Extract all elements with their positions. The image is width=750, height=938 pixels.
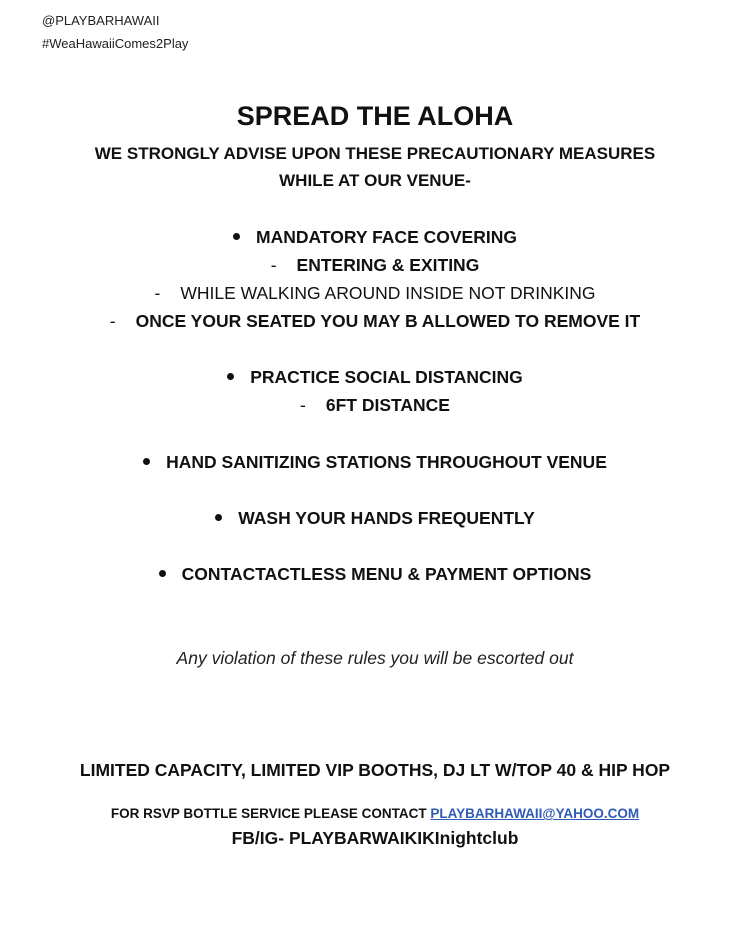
sub-label: 6FT DISTANCE bbox=[325, 395, 450, 415]
bullet-icon bbox=[143, 458, 150, 465]
distancing-sub bbox=[0, 395, 750, 416]
sub-label: ENTERING & EXITING bbox=[296, 255, 480, 275]
measure-label: PRACTICE SOCIAL DISTANCING bbox=[250, 367, 523, 387]
violation-warning: Any violation of these rules you will be escorted out bbox=[176, 648, 574, 668]
dash-icon: - bbox=[300, 395, 306, 415]
measure-social-distancing bbox=[0, 367, 750, 388]
subtitle-line-1: WE STRONGLY ADVISE UPON THESE PRECAUTIONARY MEASURES bbox=[94, 144, 656, 163]
face-sub-seated bbox=[0, 311, 750, 332]
hashtag: #WeaHawaiiComes2Play bbox=[42, 36, 189, 51]
rsvp-email-link[interactable]: PLAYBARHAWAII@YAHOO.COM bbox=[430, 806, 640, 821]
page-title: SPREAD THE ALOHA bbox=[236, 101, 514, 131]
instagram-handle: @PLAYBARHAWAII bbox=[42, 13, 160, 28]
measure-label: CONTACTACTLESS MENU & PAYMENT OPTIONS bbox=[181, 564, 592, 584]
bullet-icon bbox=[159, 570, 166, 577]
dash-icon: - bbox=[154, 283, 161, 303]
measure-label: MANDATORY FACE COVERING bbox=[256, 227, 517, 247]
sub-label: ONCE YOUR SEATED YOU MAY B ALLOWED TO REMOVE IT bbox=[135, 311, 641, 331]
measure-face-covering bbox=[0, 227, 750, 248]
bullet-icon bbox=[215, 514, 222, 521]
sub-label: WHILE WALKING AROUND INSIDE NOT DRINKING bbox=[180, 283, 596, 303]
capacity-notice: LIMITED CAPACITY, LIMITED VIP BOOTHS, DJ LT W/TOP 40 & HIP HOP bbox=[79, 760, 671, 780]
social-handle: FB/IG- PLAYBARWAIKIKInightclub bbox=[231, 828, 519, 848]
subtitle-line-2: WHILE AT OUR VENUE- bbox=[279, 171, 471, 190]
face-sub-walking bbox=[0, 283, 750, 304]
rsvp-line bbox=[0, 806, 750, 821]
bullet-icon bbox=[233, 233, 240, 240]
bullet-icon bbox=[227, 373, 234, 380]
rsvp-text: FOR RSVP BOTTLE SERVICE PLEASE CONTACT bbox=[110, 806, 427, 821]
measure-label: HAND SANITIZING STATIONS THROUGHOUT VENUE bbox=[166, 452, 607, 472]
face-sub-entering bbox=[0, 255, 750, 276]
measure-contactless bbox=[0, 564, 750, 585]
dash-icon: - bbox=[109, 311, 116, 331]
dash-icon: - bbox=[270, 255, 277, 275]
measure-label: WASH YOUR HANDS FREQUENTLY bbox=[238, 508, 535, 528]
measure-wash-hands bbox=[0, 508, 750, 529]
measure-hand-sanitizing bbox=[0, 452, 750, 473]
